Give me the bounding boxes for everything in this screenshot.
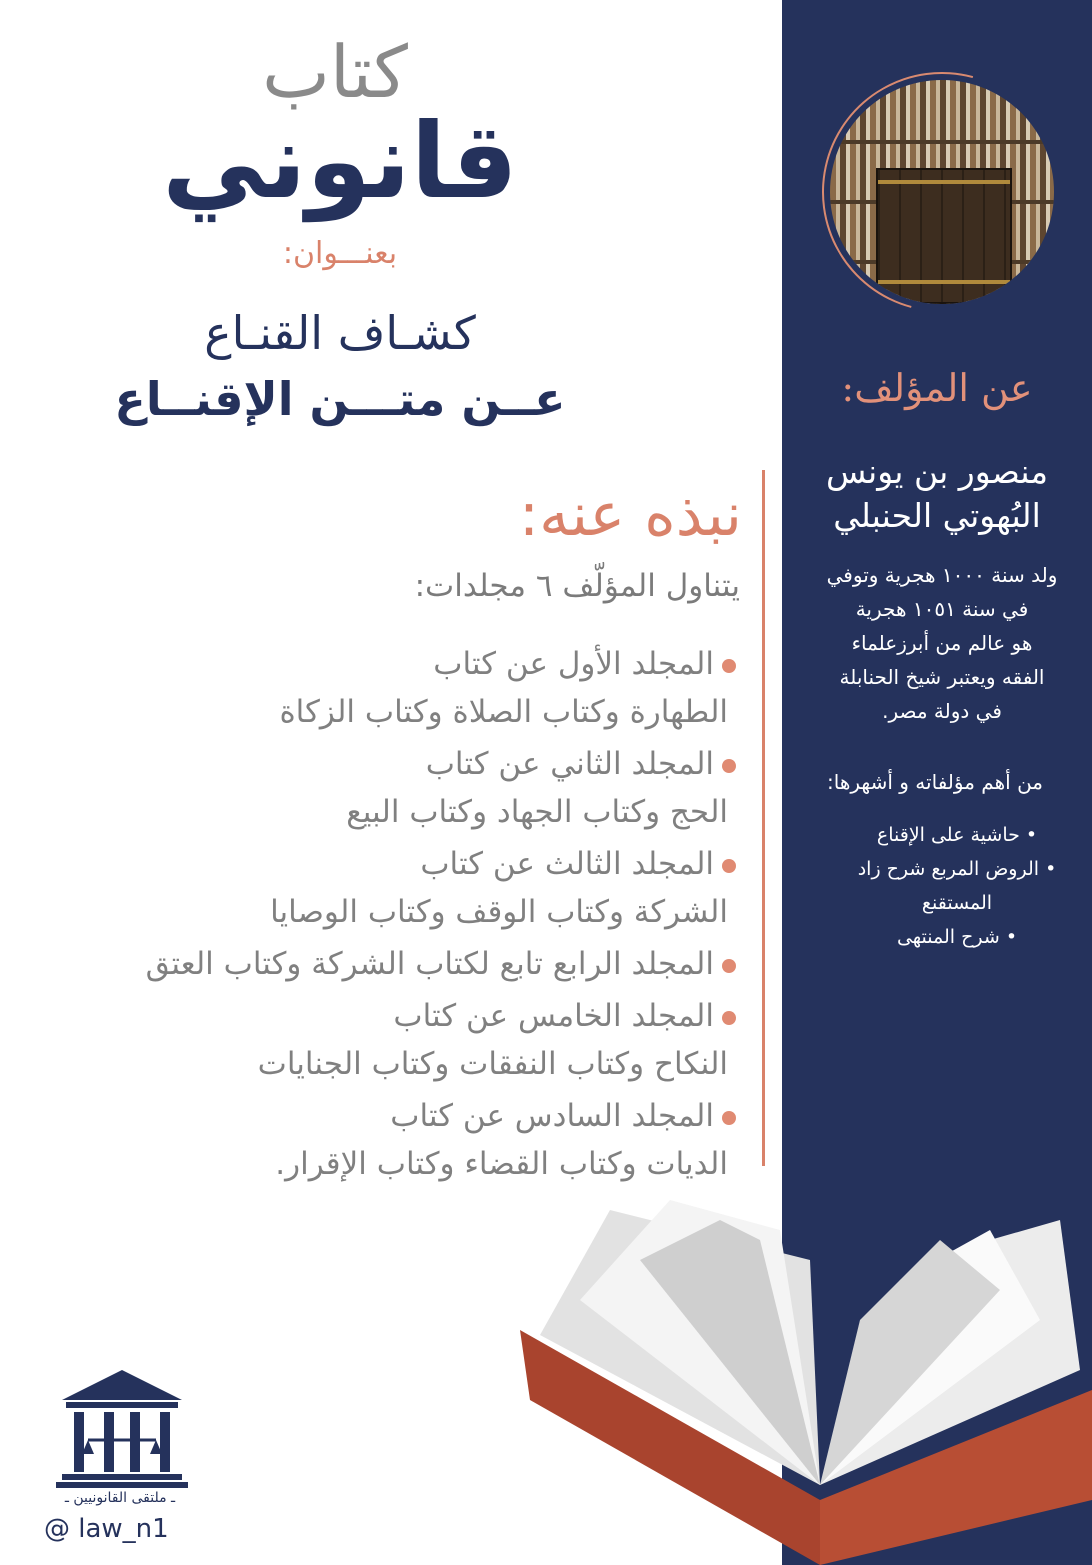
volume-line1: المجلد الثالث عن كتاب	[420, 846, 714, 882]
about-heading: نبذه عنه:	[518, 480, 742, 550]
works-item: • الروض المربع شرح زاد المستقنع	[842, 852, 1072, 920]
social-handle: @ law_n1	[44, 1514, 169, 1544]
volume-line2: الطهارة وكتاب الصلاة وكتاب الزكاة	[279, 694, 728, 730]
volume-list	[10, 640, 736, 1192]
open-book-illustration	[520, 1200, 1092, 1565]
bio-line: الفقه ويعتبر شيخ الحنابلة	[839, 665, 1045, 689]
bullet-icon	[722, 859, 736, 873]
book-title-line1: كشـاف القنـاع	[204, 306, 476, 360]
works-title: من أهم مؤلفاته و أشهرها:	[826, 770, 1044, 794]
subtitle-label: بعنـــوان:	[282, 236, 398, 271]
title-qanuni: قانوني	[162, 100, 518, 222]
courthouse-logo-icon	[52, 1370, 192, 1510]
works-item: • حاشية على الإقناع	[842, 818, 1072, 852]
author-heading: عن المؤلف:	[841, 366, 1033, 410]
volume-item	[10, 640, 736, 736]
works-item: • شرح المنتهى	[842, 920, 1072, 954]
volume-line2: النكاح وكتاب النفقات وكتاب الجنايات	[257, 1046, 728, 1082]
bio-line: في سنة ١٠٥١ هجرية	[855, 597, 1029, 621]
bullet-icon	[722, 1111, 736, 1125]
volume-line2: الحج وكتاب الجهاد وكتاب البيع	[346, 794, 728, 830]
volume-line1: المجلد الرابع تابع لكتاب الشركة وكتاب العتق	[145, 946, 714, 982]
volume-item	[10, 740, 736, 836]
author-name	[782, 450, 1092, 538]
bookshelf-image	[830, 80, 1054, 304]
volume-item	[10, 840, 736, 936]
about-intro: يتناول المؤلّف ٦ مجلدات:	[414, 568, 740, 604]
volume-line1: المجلد الخامس عن كتاب	[393, 998, 714, 1034]
volume-line1: المجلد الأول عن كتاب	[433, 646, 714, 682]
bullet-icon	[722, 759, 736, 773]
book-title-line2: عــن متـــن الإقنــاع	[114, 372, 566, 426]
bio-line: في دولة مصر.	[882, 699, 1002, 723]
volume-item	[10, 940, 736, 988]
author-name-line2: البُهوتي الحنبلي	[833, 496, 1041, 535]
volume-line2: الديات وكتاب القضاء وكتاب الإقرار.	[275, 1146, 728, 1182]
works-list	[842, 818, 1072, 954]
author-bio	[798, 558, 1086, 728]
volume-line2: الشركة وكتاب الوقف وكتاب الوصايا	[270, 894, 728, 930]
bullet-icon	[722, 959, 736, 973]
book-photo	[822, 72, 1062, 312]
bullet-icon	[722, 659, 736, 673]
author-name-line1: منصور بن يونس	[825, 452, 1048, 491]
volume-line1: المجلد السادس عن كتاب	[390, 1098, 714, 1134]
volume-item	[10, 1092, 736, 1188]
bio-line: هو عالم من أبرزعلماء	[851, 631, 1033, 655]
title-kitab: كتاب	[262, 30, 408, 114]
volume-item	[10, 992, 736, 1088]
logo-caption: ـ ملتقى القانونيين ـ	[64, 1490, 176, 1506]
book-volumes-image	[876, 168, 1012, 304]
bio-line: ولد سنة ١٠٠٠ هجرية وتوفي	[826, 563, 1058, 587]
accent-divider	[762, 470, 765, 1166]
volume-line1: المجلد الثاني عن كتاب	[425, 746, 714, 782]
bullet-icon	[722, 1011, 736, 1025]
